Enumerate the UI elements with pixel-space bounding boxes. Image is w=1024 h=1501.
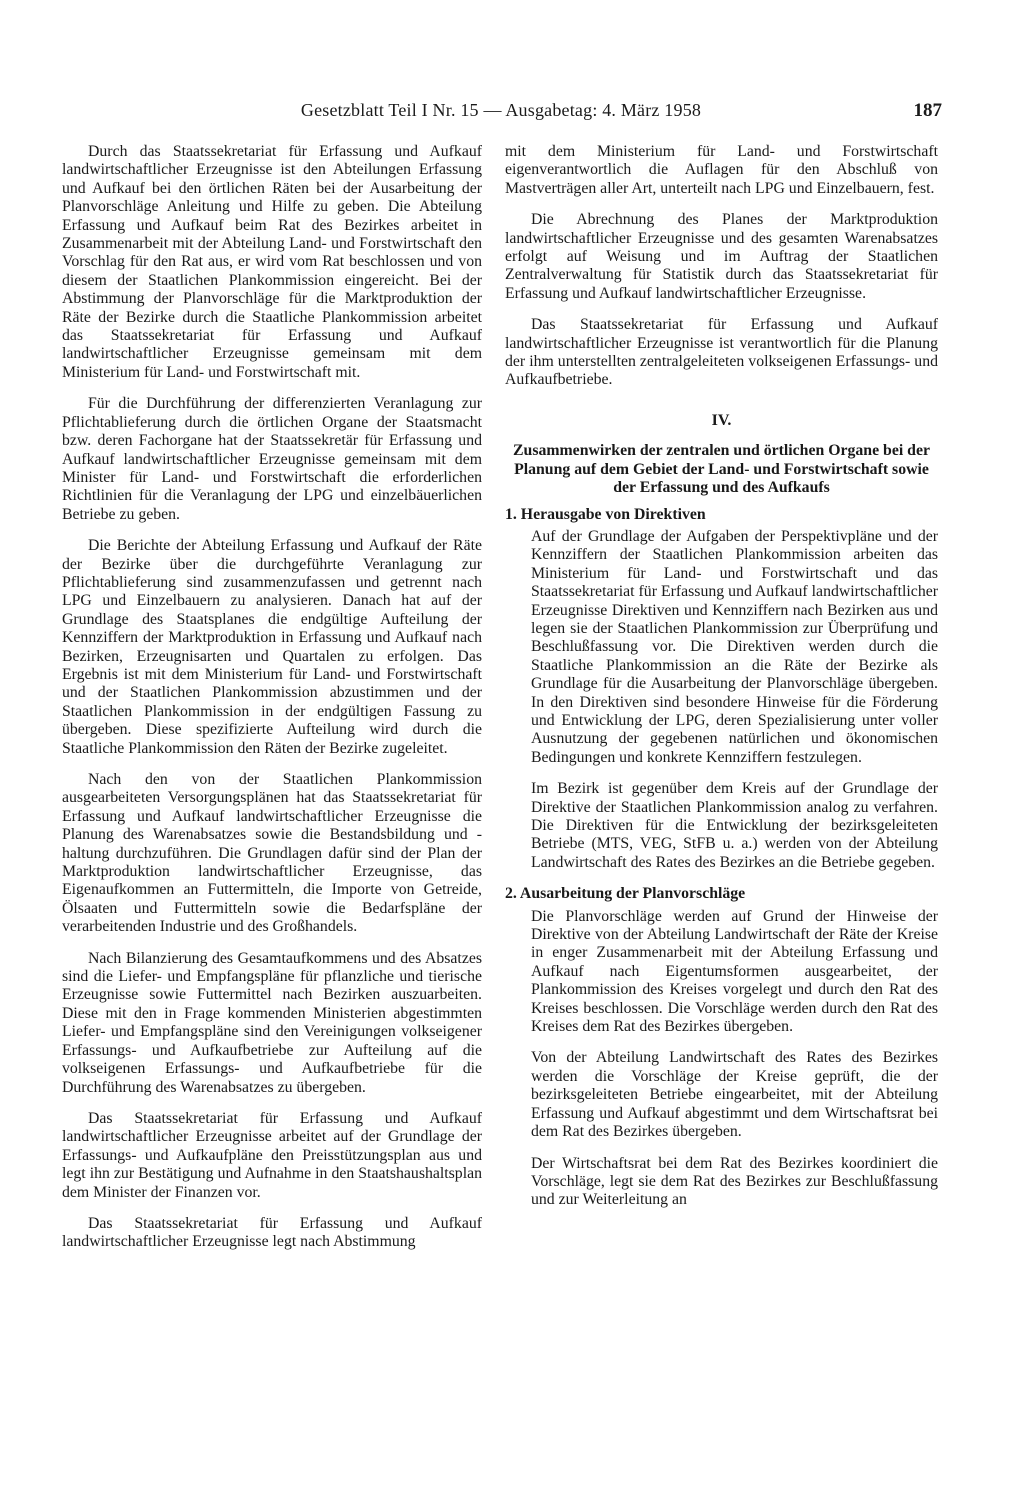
- paragraph: Das Staatssekretariat für Erfassung und Aufkauf landwirtschaftlicher Erzeugnisse arbeitet auf der Grundlage der Erfassungs- und Aufkaufpläne den Preisstützungsplan aus und legt ihn zur Bestätigung und Aufnahme in den Staatshaushaltsplan dem Minister der Finanzen vor.: [62, 1109, 482, 1201]
- header-title: Gesetzblatt Teil I Nr. 15 — Ausgabetag: 4. März 1958: [300, 100, 702, 120]
- paragraph: Die Berichte der Abteilung Erfassung und Aufkauf der Räte der Bezirke über die durchgeführte Veranlagung zur Pflichtablieferung sind zusammenzufassen und getrennt nach LPG und Einzelbauern zu analysieren. Danach hat auf der Grundlage des Staatsplanes die endgültige Aufteilung der Kennziffern der Marktproduktion in Erfassung und Aufkauf nach Bezirken, Erzeugnisarten und Quartalen zu erfolgen. Das Ergebnis ist mit dem Ministerium für Land- und Forstwirtschaft und der Staatlichen Plankommission abzustimmen und der Staatlichen Plankommission in der endgültigen Fassung zu übergeben. Diese spezifizierte Aufteilung wird durch die Staatliche Plankommission den Räten der Bezirke zugeleitet.: [62, 537, 482, 757]
- section-title: Zusammenwirken der zentralen und örtlichen Organe bei der Planung auf dem Gebiet der Land- und Forstwirtschaft sowie der Erfassung und des Aufkaufs: [513, 442, 930, 497]
- subsection-directives: [505, 528, 938, 872]
- subsection-title-planvorschlaege: 2. Ausarbeitung der Planvorschläge: [505, 885, 746, 903]
- page-header: [60, 100, 942, 126]
- paragraph: Von der Abteilung Landwirtschaft des Rates des Bezirkes werden die Vorschläge der Kreise geprüft, die der bezirksgeleiteten Betriebe eingearbeitet, mit der Abteilung Erfassung und Aufkauf abgestimmt und dem Wirtschaftsrat bei dem Rat des Bezirkes übergeben.: [531, 1049, 938, 1141]
- right-column: [505, 143, 938, 1223]
- paragraph: Das Staatssekretariat für Erfassung und Aufkauf landwirtschaftlicher Erzeugnisse legt nach Abstimmung: [62, 1214, 482, 1251]
- paragraph: Das Staatssekretariat für Erfassung und Aufkauf landwirtschaftlicher Erzeugnisse ist verantwortlich für die Planung der ihm unterstellten zentralgeleiteten volkseigenen Erfassungs- und Aufkaufbetriebe.: [505, 316, 938, 389]
- paragraph: Durch das Staatssekretariat für Erfassung und Aufkauf landwirtschaftlicher Erzeugnisse ist den Abteilungen Erfassung und Aufkauf bei den örtlichen Räten bei der Ausarbeitung der Planvorschläge Anleitung und Hilfe zu geben. Die Abteilung Erfassung und Aufkauf beim Rat des Bezirkes arbeitet in Zusammenarbeit mit der Abteilung Land- und Forstwirtschaft den Vorschlag für den Rat aus, er wird vom Rat beschlossen und von diesem der Staatlichen Plankommission eingereicht. Bei der Abstimmung der Planvorschläge für die Marktproduktion der Räte der Bezirke durch die Staatliche Plankommission arbeitet das Staatssekretariat für Erfassung und Aufkauf landwirtschaftlicher Erzeugnisse gemeinsam mit dem Ministerium für Land- und Forstwirtschaft mit.: [62, 143, 482, 381]
- subsection-planvorschlaege: [505, 908, 938, 1210]
- left-column: [62, 143, 482, 1265]
- paragraph: Im Bezirk ist gegenüber dem Kreis auf der Grundlage der Direktive der Staatlichen Plankommission analog zu verfahren. Die Direktiven für die Entwicklung der bezirksgeleiteten Betriebe (MTS, VEG, StFB u. a.) werden von der Abteilung Landwirtschaft des Rates des Bezirkes an die Betriebe gegeben.: [531, 780, 938, 871]
- paragraph: Nach den von der Staatlichen Plankommission ausgearbeiteten Versorgungsplänen hat das Staatssekretariat für Erfassung und Aufkauf landwirtschaftlicher Erzeugnisse die Planung des Warenabsatzes sowie die Bestandsbildung und -haltung durchzuführen. Die Grundlagen dafür sind der Plan der Marktproduktion landwirtschaftlicher Erzeugnisse, das Eigenaufkommen an Futtermitteln, die Importe von Getreide, Ölsaaten und Futtermitteln sowie die Bedarfspläne der verarbeitenden Industrie und des Großhandels.: [62, 771, 482, 936]
- paragraph: Der Wirtschaftsrat bei dem Rat des Bezirkes koordiniert die Vorschläge, legt sie dem Rat des Bezirkes zur Beschlußfassung und zur Weiterleitung an: [531, 1154, 938, 1209]
- paragraph: Die Abrechnung des Planes der Marktproduktion landwirtschaftlicher Erzeugnisse und des gesamten Warenabsatzes erfolgt auf Weisung und im Auftrag der Staatlichen Zentralverwaltung für Statistik durch das Staatssekretariat für Erfassung und Aufkauf landwirtschaftlicher Erzeugnisse.: [505, 211, 938, 302]
- paragraph: mit dem Ministerium für Land- und Forstwirtschaft eigenverantwortlich die Auflagen für den Abschluß von Mastverträgen aller Art, unterteilt nach LPG und Einzelbauern, fest.: [505, 143, 938, 197]
- section-number: IV.: [711, 411, 732, 429]
- paragraph: Auf der Grundlage der Aufgaben der Perspektivpläne und der Kennziffern der Staatlichen Plankommission arbeiten das Ministerium für Land- und Forstwirtschaft und das Staatssekretariat für Erfassung und Aufkauf landwirtschaftlicher Erzeugnisse Direktiven und Kennziffern nach Bezirken aus und legen sie der Staatlichen Plankommission zur Überprüfung und Beschlußfassung vor. Die Direktiven werden durch die Staatliche Plankommission an die Räte der Bezirke als Grundlage für die Ausarbeitung der Planvorschläge übergeben. In den Direktiven sind besondere Hinweise für die Förderung und Entwicklung der LPG, deren Spezialisierung unter voller Ausnutzung der gegebenen natürlichen und ökonomischen Bedingungen und konkrete Kennziffern festzulegen.: [531, 527, 938, 766]
- paragraph: Für die Durchführung der differenzierten Veranlagung zur Pflichtablieferung durch die örtlichen Organe der Staatsmacht bzw. deren Fachorgane hat der Staatssekretär für Erfassung und Aufkauf landwirtschaftlicher Erzeugnisse gemeinsam mit dem Minister für Land- und Forstwirtschaft die erforderlichen Richtlinien für die Veranlagung der LPG und einzelbäuerlichen Betriebe zu geben.: [62, 395, 482, 523]
- paragraph: Die Planvorschläge werden auf Grund der Hinweise der Direktive von der Abteilung Landwirtschaft der Räte der Kreise in enger Zusammenarbeit mit der Abteilung Erfassung und Aufkauf nach Eigentumsformen ausgearbeitet, der Plankommission des Kreises vorgelegt und durch den Rat des Kreises beschlossen. Die Vorschläge werden durch den Rat des Kreises dem Rat des Bezirkes übergeben.: [531, 907, 938, 1036]
- subsection-title-directives: 1. Herausgabe von Direktiven: [505, 505, 706, 523]
- paragraph: Nach Bilanzierung des Gesamtaufkommens und des Absatzes sind die Liefer- und Empfangspläne für pflanzliche und tierische Erzeugnisse sowie Futtermittel nach Bezirken auszuarbeiten. Diese mit den in Frage kommenden Ministerien abgestimmten Liefer- und Empfangspläne sind den Vereinigungen volkseigener Erfassungs- und Aufkaufbetriebe zur Aufteilung auf die volkseigenen Erfassungs- und Aufkaufbetriebe für die Durchführung des Warenabsatzes zu übergeben.: [62, 949, 482, 1096]
- page-number: 187: [913, 100, 942, 121]
